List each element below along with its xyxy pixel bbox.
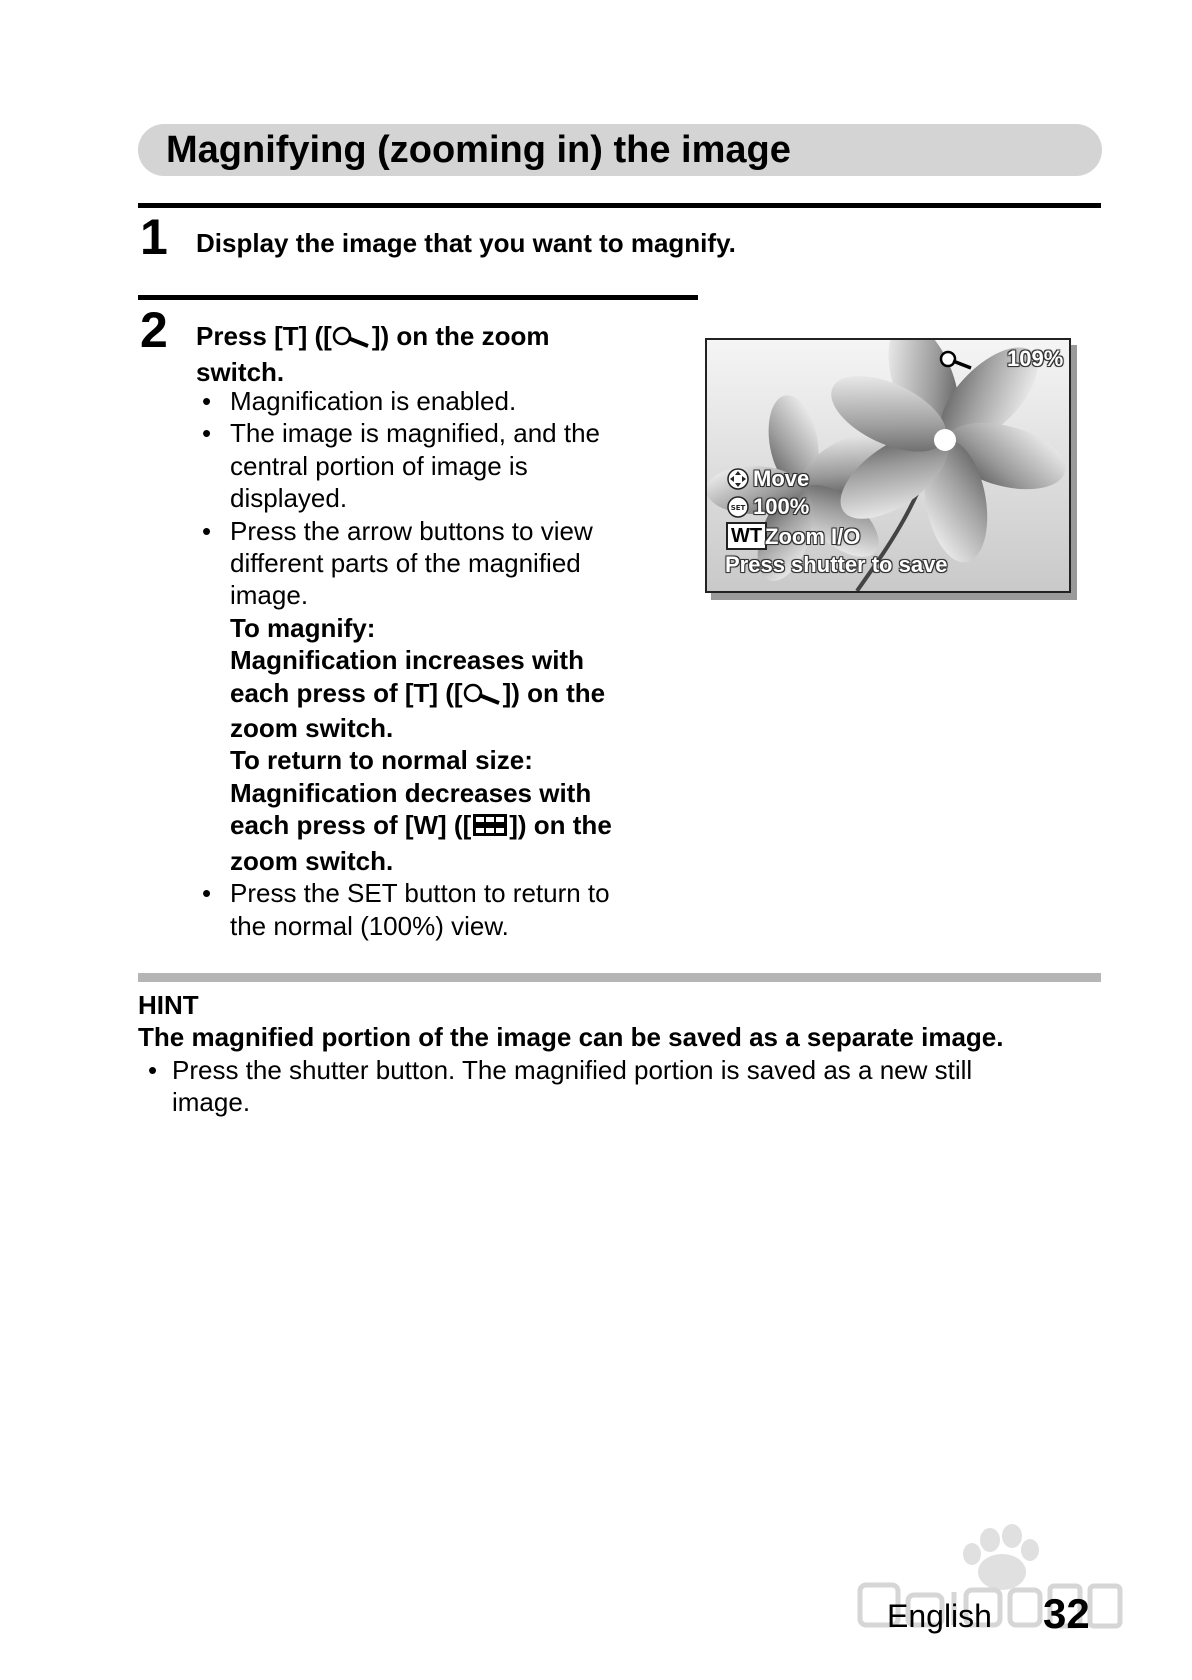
bullet-dot: • (202, 515, 212, 546)
step1-rule (138, 203, 1101, 208)
bullet-dot: • (202, 386, 212, 416)
svg-text:SET: SET (730, 504, 746, 512)
zoom-magnify-icon (939, 350, 975, 377)
step2-bullets (200, 385, 670, 942)
bullet-line: central portion of image is (230, 450, 528, 481)
hint-bullet-line: Press the shutter button. The magnified portion is saved as a new still (172, 1055, 973, 1085)
hint-bullet (148, 1054, 1078, 1118)
bullet-line: different parts of the magnified (230, 548, 581, 579)
to-return-line: each press of [W] ([ (230, 810, 472, 841)
zoom-level: 109% (1007, 346, 1064, 371)
to-magnify-line: zoom switch. (230, 713, 394, 744)
bullet-line: Press the arrow buttons to view (230, 515, 593, 546)
magnify-icon (332, 323, 372, 356)
to-return-line: Magnification decreases with (230, 777, 592, 808)
bullet-line: The image is magnified, and the (230, 418, 600, 449)
bullet-text: Magnification is enabled. (230, 386, 517, 416)
step1-text: Display the image that you want to magnify. (196, 228, 736, 258)
to-return-line: ]) on the (509, 810, 612, 841)
to-magnify-line: Magnification increases with (230, 645, 584, 676)
section-title-bar (138, 124, 1102, 176)
to-return-label: To return to normal size: (230, 745, 533, 776)
shutter-label: Press shutter to save (725, 552, 948, 577)
step2-number: 2 (140, 302, 168, 358)
bullet-line: displayed. (230, 483, 348, 514)
bullet-dot: • (202, 878, 212, 909)
to-magnify-label: To magnify: (230, 612, 376, 643)
set-button-icon (727, 496, 749, 523)
bullet-line: the normal (100%) view. (230, 910, 509, 941)
step2-heading-part-b: ]) on the zoom (371, 321, 550, 351)
section-title: Magnifying (zooming in) the image (166, 129, 791, 171)
bullet-image-magnified (200, 417, 670, 514)
hint-divider (138, 973, 1101, 982)
step2-heading-part-c: switch. (196, 357, 285, 387)
hint-bullet-line: image. (172, 1087, 251, 1117)
footer-language: English (887, 1598, 992, 1634)
step2-heading (196, 320, 616, 389)
bullet-dot: • (148, 1055, 158, 1085)
camera-screen-illustration (705, 338, 1071, 593)
bullet-line: Press the SET button to return to (230, 878, 610, 909)
bullet-set-button (200, 877, 670, 942)
set-zoom-label: 100% (753, 494, 810, 519)
bullet-dot: • (202, 418, 212, 449)
hint-title: The magnified portion of the image can be saved as a separate image. (138, 1022, 1004, 1052)
zoom-io-label: Zoom I/O (765, 524, 861, 549)
index-grid-icon (471, 812, 509, 844)
magnify-icon (463, 680, 503, 712)
step2-rule (138, 295, 698, 300)
wt-badge: WT (726, 522, 767, 550)
move-label: Move (753, 466, 810, 491)
page-number: 32 (1043, 1590, 1090, 1637)
to-return-line: zoom switch. (230, 845, 394, 876)
step2-heading-part-a: Press [T] ([ (196, 321, 332, 351)
to-magnify-line: each press of [T] ([ (230, 677, 463, 708)
bullet-arrow-buttons (200, 515, 670, 877)
move-arrows-icon (727, 468, 749, 495)
hint-label: HINT (138, 990, 199, 1020)
bullet-line: image. (230, 580, 309, 611)
step1-number: 1 (140, 209, 168, 265)
bullet-magnification-enabled (200, 385, 670, 417)
to-magnify-line: ]) on the (502, 677, 606, 708)
